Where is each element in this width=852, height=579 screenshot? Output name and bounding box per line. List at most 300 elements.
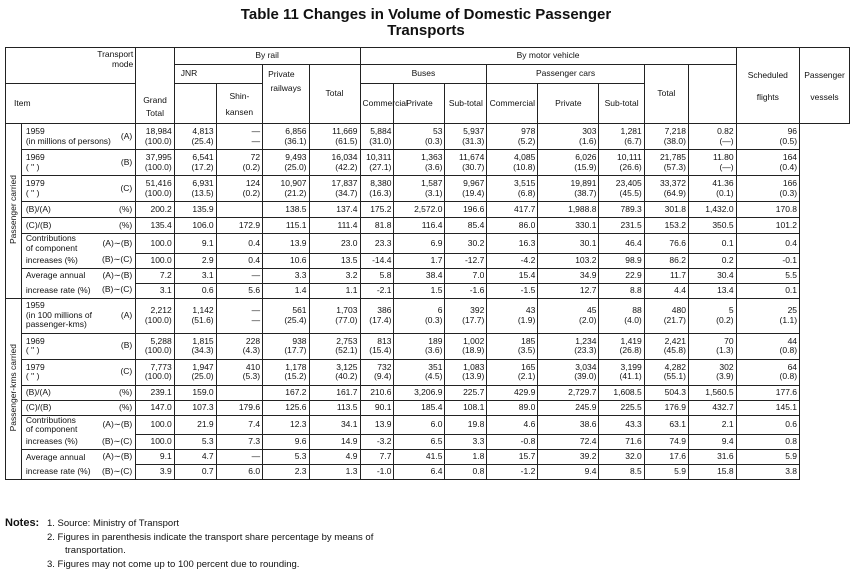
cell-text: 0.4 (248, 237, 261, 248)
average-label (21, 268, 135, 283)
cell-text: 10.6 (289, 254, 307, 265)
header-passenger-vessels (800, 48, 850, 124)
value-cell (538, 202, 599, 218)
value-cell (174, 268, 216, 283)
cell-text: 13.5 (340, 254, 358, 265)
value-cell (174, 450, 216, 465)
value-cell (174, 283, 216, 298)
value-cell (394, 268, 445, 283)
value-cell (538, 234, 599, 254)
value-cell (174, 415, 216, 435)
cell-text: 11.7 (670, 269, 686, 280)
cell-text: 6 (437, 305, 443, 315)
value-cell (538, 124, 599, 150)
value-cell (487, 359, 538, 385)
value-cell (263, 268, 309, 283)
value-cell (688, 176, 736, 202)
table-row (6, 298, 850, 333)
header-rail-total (309, 65, 360, 124)
value-cell (538, 268, 599, 283)
value-cell (688, 415, 736, 435)
cell-text: 5,288 (150, 335, 172, 346)
note-2-cont: transportation. (65, 545, 126, 556)
cell-text: 76.6 (669, 237, 686, 248)
header-jnr (174, 65, 262, 84)
value-cell (599, 124, 644, 150)
cell-text: 1.8 (472, 451, 485, 462)
cell-text: (100.0) (144, 371, 172, 381)
cell-text: 351 (428, 361, 443, 372)
cell-text: — (251, 135, 261, 146)
value-cell (599, 359, 644, 385)
cell-text: (100.0) (144, 135, 172, 146)
ratio-label (21, 202, 135, 218)
cell-text: 1,178 (285, 361, 307, 372)
value-cell (263, 176, 309, 202)
table-row (6, 150, 850, 176)
cell-text: (17.7) (284, 345, 307, 355)
cell-text: By motor vehicle (516, 50, 580, 61)
cell-text: 39.2 (579, 451, 597, 462)
cell-text: 7.2 (159, 269, 172, 280)
cell-text: 23.0 (340, 237, 358, 248)
cell-text: 9,493 (285, 152, 307, 162)
cell-text: Private (268, 68, 295, 79)
cell-text: JNR (180, 68, 198, 79)
value-cell (487, 234, 538, 254)
cell-text: 789.3 (620, 203, 642, 214)
value-cell (487, 298, 538, 333)
cell-text: 7.7 (379, 451, 392, 462)
cell-text: (27.1) (369, 161, 392, 172)
cell-text: 98.9 (625, 254, 642, 265)
cell-text: -1.0 (376, 466, 392, 477)
value-cell (309, 218, 360, 234)
value-cell (360, 176, 394, 202)
value-cell (599, 218, 644, 234)
cell-text: 813 (377, 335, 392, 346)
cell-text: -1.6 (469, 284, 485, 295)
cell-text: (61.5) (335, 135, 358, 146)
cell-text: 5.5 (785, 269, 798, 280)
value-cell (309, 268, 360, 283)
value-cell (736, 400, 799, 415)
cell-text: 175.2 (370, 203, 392, 214)
cell-text: Buses (411, 68, 436, 79)
cell-text: (4.5) (424, 371, 443, 381)
cell-text: (17.7) (462, 314, 485, 325)
value-cell (309, 435, 360, 450)
cell-text: (55.1) (663, 371, 686, 381)
value-cell (136, 450, 175, 465)
value-cell (360, 359, 394, 385)
cell-text: 72.4 (579, 436, 597, 447)
value-cell (736, 283, 799, 298)
value-cell (216, 385, 262, 400)
cell-text: (34.7) (335, 187, 358, 198)
value-cell (136, 150, 175, 176)
value-cell (360, 435, 394, 450)
cell-text: 17,837 (331, 178, 358, 188)
cell-text: Commercial (489, 97, 535, 108)
value-cell (263, 218, 309, 234)
cell-text: 6.0 (430, 419, 443, 429)
cell-text: 2,421 (664, 335, 686, 346)
cell-text: 7.0 (472, 269, 485, 280)
table-row (6, 202, 850, 218)
value-cell (445, 465, 487, 480)
table-row (6, 385, 850, 400)
value-cell (394, 253, 445, 268)
cell-text: 64 (787, 361, 798, 372)
cell-text: 31.6 (717, 451, 734, 462)
cell-text: (31.0) (369, 135, 392, 146)
value-cell (174, 202, 216, 218)
value-cell (394, 202, 445, 218)
value-cell (445, 253, 487, 268)
cell-text: 179.6 (238, 401, 261, 412)
cell-text: 185.4 (421, 401, 443, 412)
cell-text: 1.5 (430, 284, 443, 295)
value-cell (599, 450, 644, 465)
cell-text: 70 (724, 335, 734, 346)
cell-text: 170.8 (775, 203, 798, 214)
cell-text: (5.2) (517, 135, 536, 146)
cell-text: 9.4 (584, 466, 597, 477)
header-buses (360, 65, 487, 84)
value-cell (136, 465, 175, 480)
cell-text: -1.2 (520, 466, 536, 477)
value-cell (136, 435, 175, 450)
cell-text: Commercial (362, 97, 408, 108)
value-cell (360, 415, 394, 435)
value-cell (309, 450, 360, 465)
cell-text: ( '' ) (25, 345, 40, 355)
cell-text: Passenger (804, 69, 845, 80)
cell-text: 100.0 (150, 436, 172, 447)
value-cell (136, 415, 175, 435)
average-label (21, 465, 135, 480)
value-cell (263, 150, 309, 176)
header-bus-subtotal (445, 84, 487, 124)
value-cell (445, 234, 487, 254)
cell-text: 210.6 (370, 386, 392, 397)
value-cell (174, 124, 216, 150)
value-cell (394, 218, 445, 234)
ratio-label (21, 385, 135, 400)
contributions-label (21, 435, 135, 450)
value-cell (394, 415, 445, 435)
cell-text: 5.9 (785, 451, 798, 462)
cell-text: (21.2) (284, 187, 307, 198)
value-cell (445, 268, 487, 283)
cell-text: (1.6) (578, 135, 597, 146)
value-cell (136, 385, 175, 400)
cell-text: 231.5 (620, 219, 642, 230)
cell-text: 1,281 (620, 126, 642, 136)
value-cell (538, 298, 599, 333)
value-cell (644, 234, 688, 254)
value-cell (688, 253, 736, 268)
value-cell (688, 450, 736, 465)
cell-text: -3.2 (376, 436, 392, 447)
cell-text: — (251, 126, 261, 136)
cell-text: 13.9 (289, 237, 307, 248)
cell-text: 14.9 (340, 436, 358, 447)
value-cell (644, 333, 688, 359)
header-motor-total (644, 65, 688, 124)
value-cell (538, 150, 599, 176)
cell-text: (100.0) (144, 161, 172, 172)
cell-text: -0.1 (782, 254, 798, 265)
cell-text: 100.0 (150, 254, 172, 265)
contributions-label (21, 415, 135, 435)
header-car-commercial (487, 84, 538, 124)
period-tag: (B) (120, 340, 133, 350)
cell-text: 16,034 (331, 152, 358, 162)
table-row (6, 124, 850, 150)
cell-text: (13.5) (191, 187, 214, 198)
value-cell (394, 465, 445, 480)
unit-tag: (%) (119, 401, 133, 412)
header-item (6, 84, 136, 124)
value-cell (360, 465, 394, 480)
value-cell (445, 176, 487, 202)
cell-text: 6,931 (192, 178, 214, 188)
cell-text: 6.9 (430, 237, 443, 248)
table-row (6, 415, 850, 435)
cell-text: 11,669 (332, 126, 358, 136)
header-private-railways (263, 65, 309, 84)
value-cell (644, 435, 688, 450)
cell-text: (34.3) (191, 345, 214, 355)
value-cell (487, 385, 538, 400)
period-tag: (C) (120, 182, 133, 193)
value-cell (599, 385, 644, 400)
cell-text: 90.1 (374, 401, 392, 412)
ratio-label (21, 218, 135, 234)
cell-text: 13.4 (717, 284, 734, 295)
value-cell (445, 333, 487, 359)
value-cell (360, 124, 394, 150)
value-cell (736, 385, 799, 400)
cell-text: 21,785 (659, 152, 686, 162)
cell-text: 17.6 (669, 451, 686, 462)
cell-text: (0.5) (779, 135, 798, 146)
cell-text: 6.0 (248, 466, 261, 477)
value-cell (538, 218, 599, 234)
cell-text: 21.9 (197, 419, 214, 429)
value-cell (644, 450, 688, 465)
value-cell (309, 298, 360, 333)
cell-text: 1.4 (294, 284, 307, 295)
cell-text: Total (146, 108, 164, 118)
cell-text: -2.1 (376, 284, 392, 295)
cell-text: 1,560.5 (705, 386, 734, 397)
cell-text: 1,608.5 (613, 386, 642, 397)
value-cell (644, 400, 688, 415)
period-tag: (B)∼(C) (101, 465, 133, 476)
value-cell (174, 298, 216, 333)
cell-text: 167.2 (285, 386, 307, 397)
cell-text: Item (14, 97, 31, 108)
cell-text: (in 100 millions of (25, 309, 92, 320)
period-tag: (B) (120, 156, 133, 167)
value-cell (136, 253, 175, 268)
cell-text: (18.9) (462, 345, 485, 355)
value-cell (360, 450, 394, 465)
cell-text: (19.4) (462, 187, 485, 198)
value-cell (644, 415, 688, 435)
cell-text: 72 (250, 152, 261, 162)
section-label (6, 298, 22, 480)
value-cell (263, 333, 309, 359)
cell-text: 386 (377, 305, 392, 315)
cell-text: 301.8 (664, 203, 686, 214)
cell-text: Total (325, 88, 344, 99)
value-cell (445, 385, 487, 400)
value-cell (394, 150, 445, 176)
value-cell (216, 124, 262, 150)
value-cell (688, 268, 736, 283)
value-cell (263, 465, 309, 480)
cell-text: 135.4 (150, 219, 172, 230)
value-cell (309, 415, 360, 435)
cell-text: 101.2 (775, 219, 798, 230)
value-cell (445, 150, 487, 176)
value-cell (263, 359, 309, 385)
value-cell (174, 385, 216, 400)
value-cell (174, 465, 216, 480)
cell-text: 228 (245, 335, 261, 346)
value-cell (688, 283, 736, 298)
cell-text: 9.1 (201, 237, 214, 248)
cell-text: 7,773 (150, 361, 172, 372)
value-cell (136, 333, 175, 359)
value-cell (174, 218, 216, 234)
unit-tag: (%) (119, 203, 133, 214)
value-cell (136, 176, 175, 202)
value-cell (644, 465, 688, 480)
cell-text: 2,212 (150, 305, 172, 315)
cell-text: Scheduled (747, 69, 788, 80)
header-transport-mode (6, 48, 136, 84)
cell-text: 172.9 (238, 219, 261, 230)
cell-text: 504.3 (664, 386, 686, 397)
cell-text: 417.7 (514, 203, 536, 214)
value-cell (445, 415, 487, 435)
cell-text: vessels (810, 91, 839, 102)
value-cell (736, 359, 799, 385)
value-cell (394, 176, 445, 202)
cell-text: 18,984 (145, 126, 172, 136)
cell-text: 9.4 (721, 436, 734, 447)
value-cell (136, 400, 175, 415)
cell-text: (15.2) (284, 371, 307, 381)
value-cell (644, 268, 688, 283)
value-cell (174, 435, 216, 450)
header-by-rail (174, 48, 360, 65)
value-cell (360, 400, 394, 415)
cell-text: 0.4 (785, 237, 798, 248)
cell-text: (17.4) (369, 314, 392, 325)
cell-text: Sub-total (604, 97, 639, 108)
cell-text: 350.5 (712, 219, 734, 230)
value-cell (538, 359, 599, 385)
cell-text: 8.8 (629, 284, 642, 295)
value-cell (263, 385, 309, 400)
value-cell (174, 253, 216, 268)
cell-text: (2.1) (517, 371, 536, 381)
value-cell (688, 333, 736, 359)
cell-text: 5,884 (370, 126, 392, 136)
value-cell (487, 253, 538, 268)
table-row (6, 465, 850, 480)
value-cell (736, 176, 799, 202)
period-tag: (A)∼(B) (102, 269, 133, 280)
value-cell (360, 218, 394, 234)
cell-text: 5.9 (674, 466, 686, 477)
cell-text: (25.0) (191, 371, 214, 381)
cell-text: 147.0 (150, 401, 172, 412)
cell-text: 7.4 (248, 419, 261, 429)
cell-text: 115.1 (285, 219, 307, 230)
passenger-transport-table (5, 47, 850, 480)
value-cell (688, 150, 736, 176)
cell-text: 0.82 (717, 126, 734, 136)
cell-text: 53 (432, 126, 443, 136)
cell-text: 1.3 (345, 466, 358, 477)
cell-text: 9.1 (159, 451, 172, 462)
cell-text: 4,813 (192, 126, 214, 136)
value-cell (644, 218, 688, 234)
cell-text: 12.3 (289, 419, 307, 429)
cell-text: 225.7 (463, 386, 485, 397)
cell-text: 3,034 (575, 361, 597, 372)
value-cell (174, 333, 216, 359)
cell-text: 2,729.7 (568, 386, 597, 397)
value-cell (736, 435, 799, 450)
cell-text: 429.9 (514, 386, 536, 397)
cell-text: (45.5) (619, 187, 642, 198)
table-row (6, 84, 850, 104)
cell-text: (57.3) (663, 161, 686, 172)
cell-text: 34.1 (340, 419, 358, 429)
cell-text: -4.2 (520, 254, 536, 265)
value-cell (688, 234, 736, 254)
cell-text: (6.8) (517, 187, 536, 198)
cell-text: (3.6) (424, 345, 443, 355)
label-text: Average annual (25, 451, 86, 462)
value-cell (309, 283, 360, 298)
cell-text: 34.9 (579, 269, 597, 280)
cell-text: 8,380 (370, 178, 392, 188)
label-text: Average annual (25, 270, 86, 280)
value-cell (487, 465, 538, 480)
value-cell (216, 333, 262, 359)
value-cell (360, 268, 394, 283)
value-cell (136, 234, 175, 254)
cell-text: 23,405 (615, 178, 642, 188)
cell-text: (C)/(B) (25, 219, 52, 230)
value-cell (688, 435, 736, 450)
cell-text: 1,002 (463, 335, 485, 346)
value-cell (445, 450, 487, 465)
value-cell (599, 283, 644, 298)
cell-text: (25.0) (284, 161, 307, 172)
table-row (6, 176, 850, 202)
value-cell (136, 202, 175, 218)
